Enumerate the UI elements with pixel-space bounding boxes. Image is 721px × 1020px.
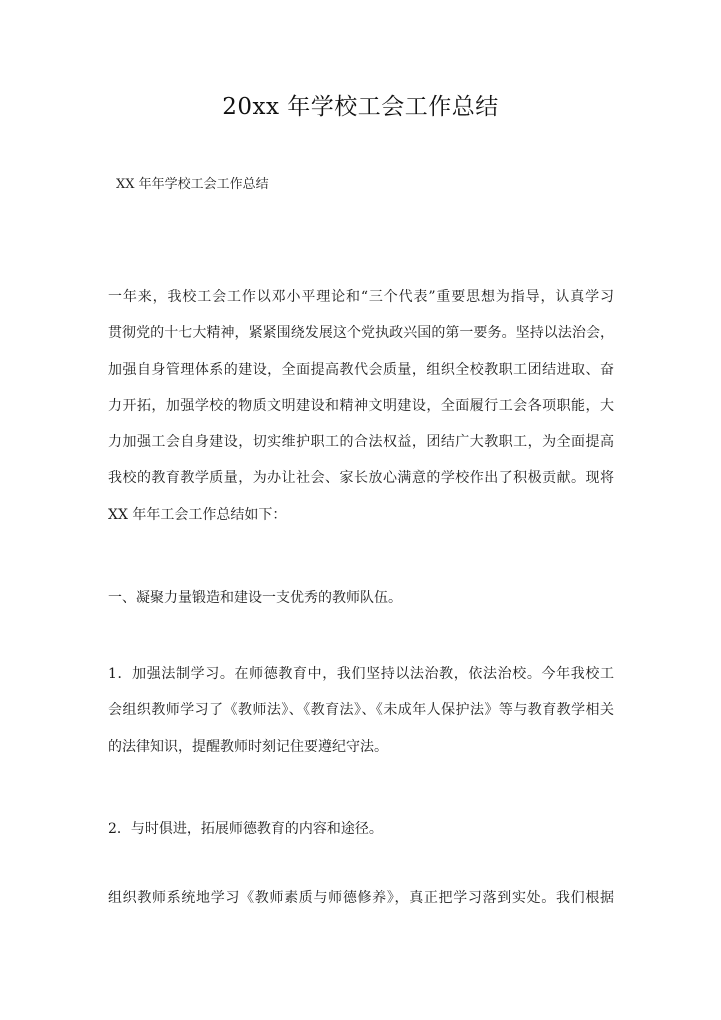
paragraph-intro [108, 279, 614, 533]
text-line: 的法律知识，提醒教师时刻记住要遵纪守法。 [108, 738, 388, 755]
paragraph-item-2-heading [108, 811, 614, 847]
text-line: 会组织教师学习了《教师法》、《教育法》、《未成年人保护法》等与教育教学相关 [108, 702, 614, 719]
paragraph-item-2-body [108, 880, 614, 916]
text-line: 一年来，我校工会工作以邓小平理论和“三个代表”重要思想为指导，认真学习 [108, 289, 614, 305]
section-heading-1 [108, 580, 614, 616]
text-line: 1．加强法制学习。在师德教育中，我们坚持以法治教，依法治校。今年我校工 [108, 666, 614, 682]
text-line: 贯彻党的十七大精神，紧紧围绕发展这个党执政兴国的第一要务。坚持以法治会， [108, 325, 614, 342]
document-title: 20xx 年学校工会工作总结 [222, 94, 499, 120]
text-line: 2．与时俱进，拓展师德教育的内容和途径。 [108, 821, 383, 837]
text-line: 我校的教育教学质量，为办让社会、家长放心满意的学校作出了积极贡献。现将 [108, 470, 614, 487]
text-line: 力加强工会自身建设，切实维护职工的合法权益，团结广大教职工，为全面提高 [108, 434, 614, 451]
text-line: 加强自身管理体系的建设，全面提高教代会质量，组织全校教职工团结进取、奋 [108, 361, 614, 378]
text-line: 组织教师系统地学习《教师素质与师德修养》，真正把学习落到实处。我们根据 [108, 890, 614, 906]
document-subtitle: XX 年年学校工会工作总结 [116, 177, 269, 192]
text-line: XX 年年工会工作总结如下： [108, 506, 287, 523]
paragraph-item-1 [108, 656, 614, 765]
text-line: 一、凝聚力量锻造和建设一支优秀的教师队伍。 [108, 590, 402, 606]
text-line: 力开拓，加强学校的物质文明建设和精神文明建设，全面履行工会各项职能，大 [108, 397, 614, 414]
